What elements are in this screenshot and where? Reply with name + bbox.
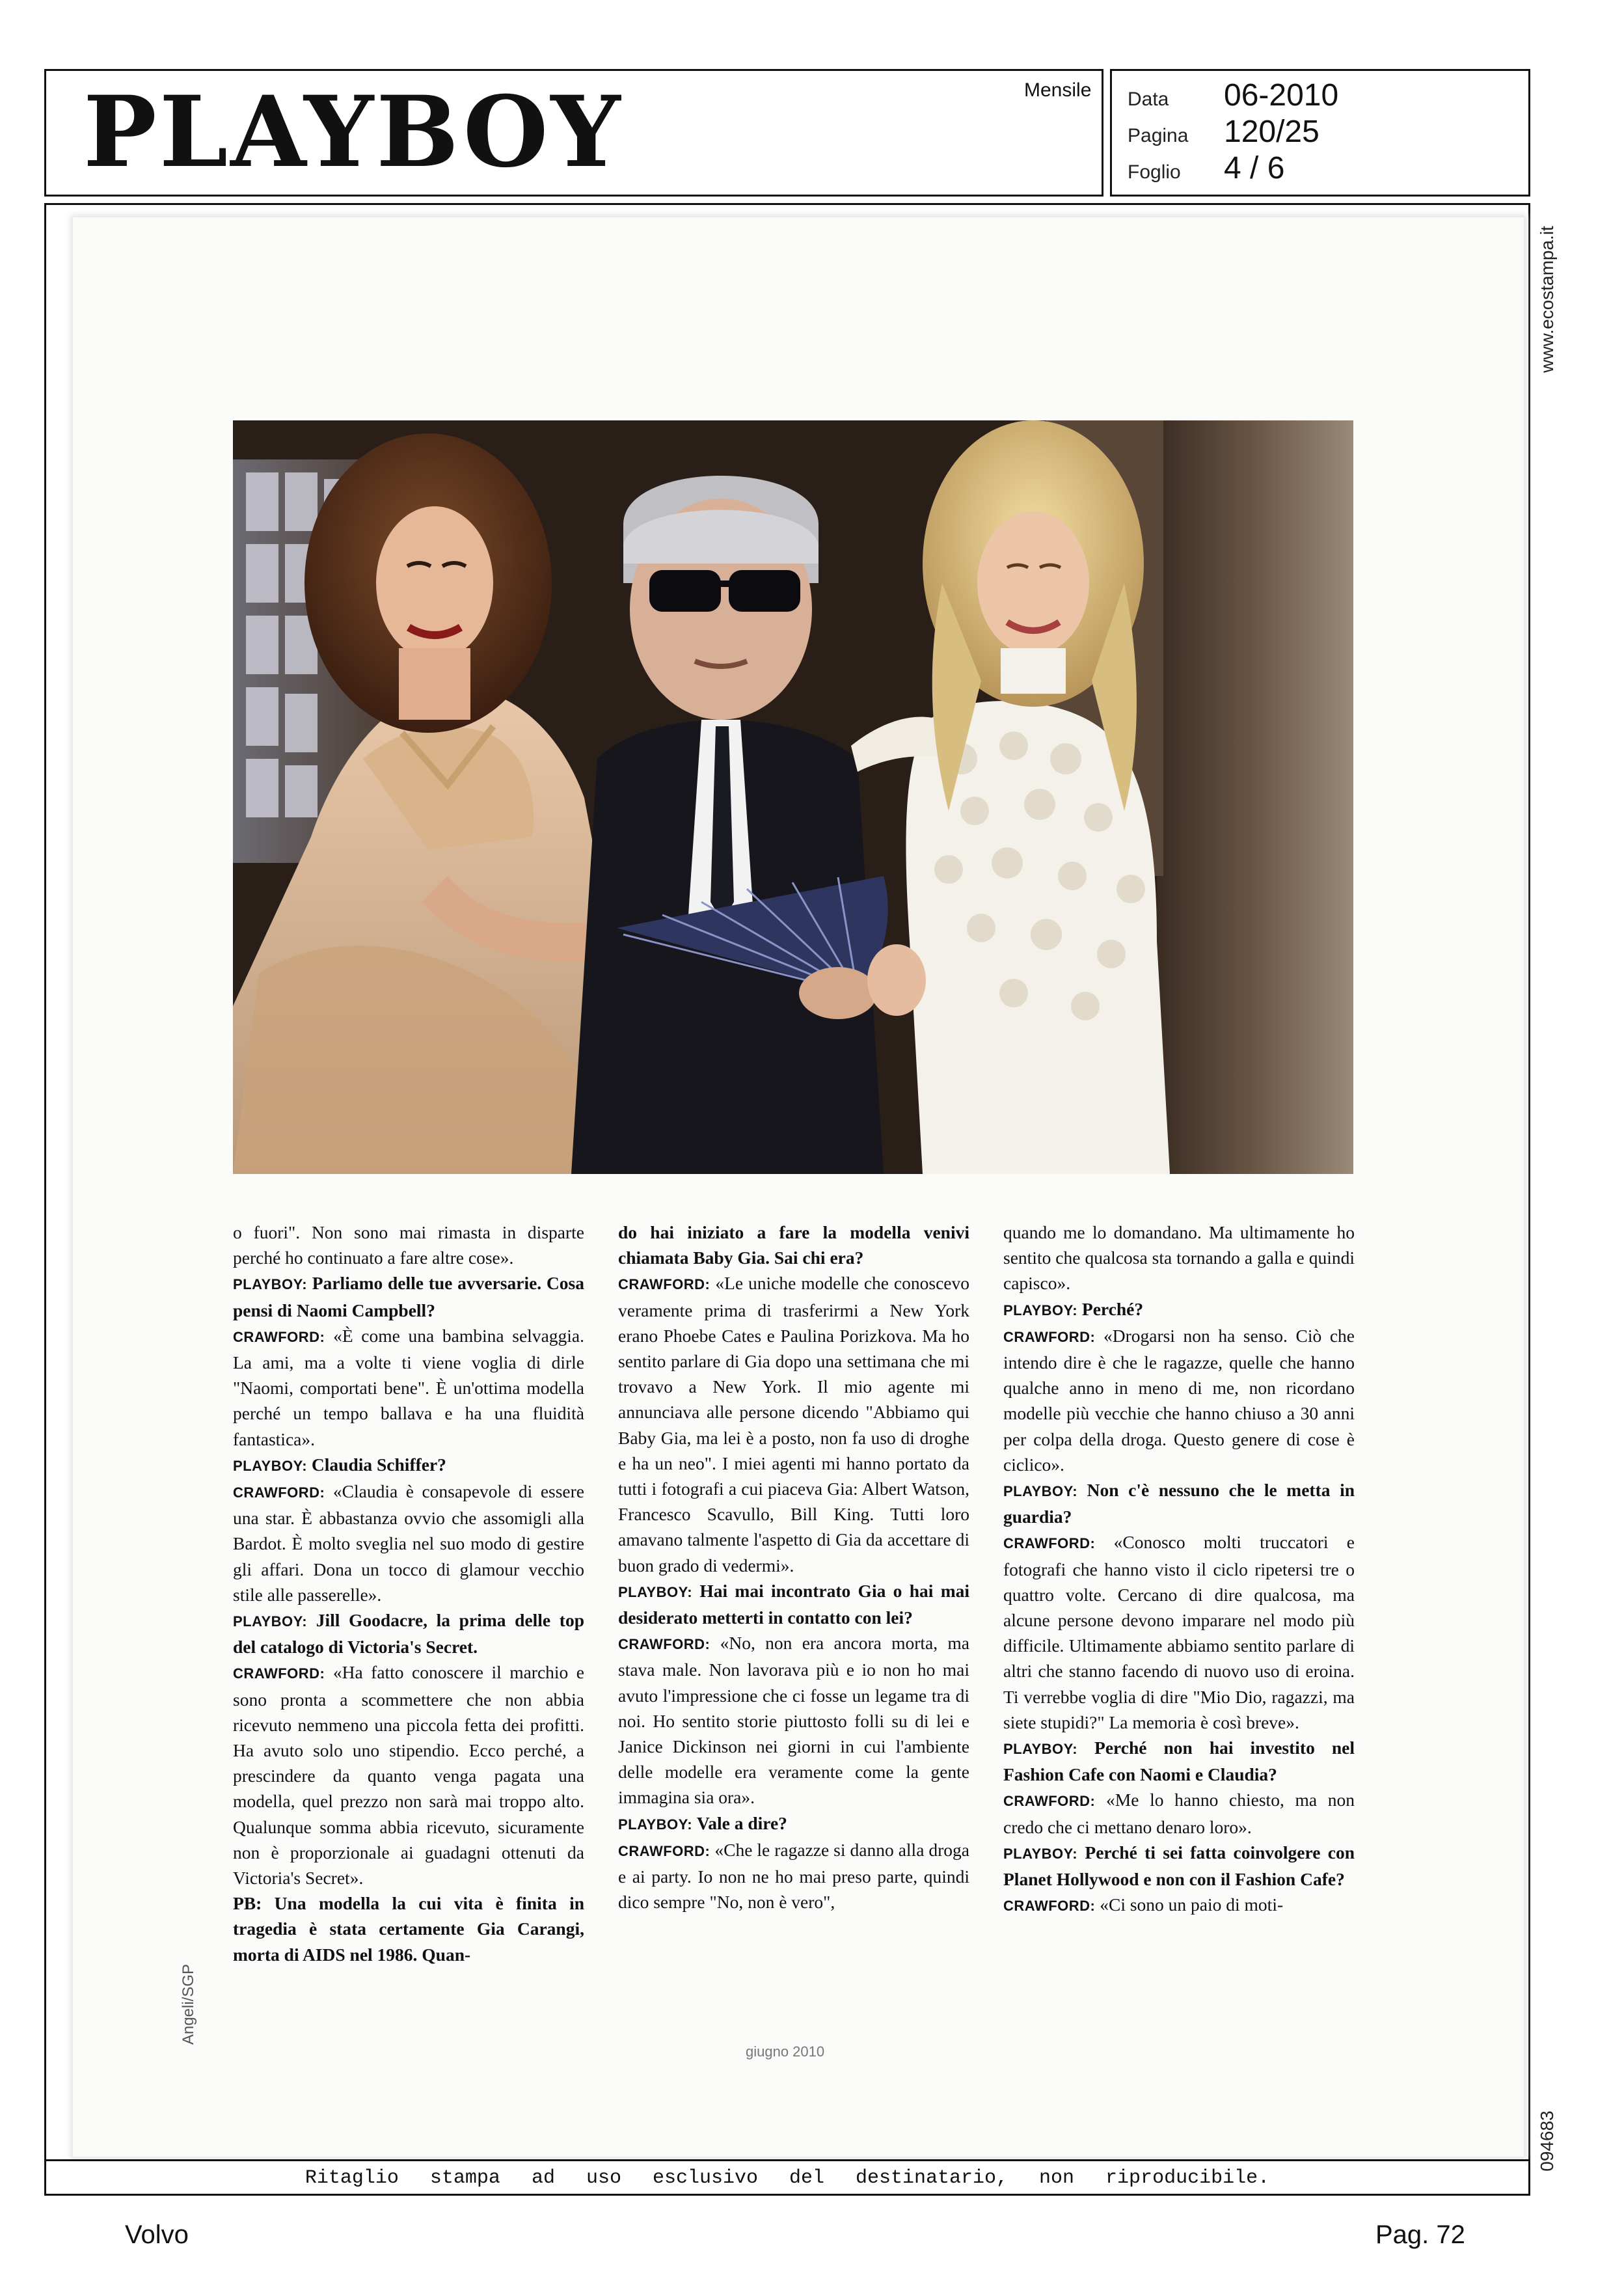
- article-paragraph: [1003, 1529, 1355, 1735]
- article-paragraph: [1003, 1735, 1355, 1787]
- question-text: Perché?: [1081, 1298, 1144, 1319]
- answer-text: «Che le ragazze si danno alla droga e ai party. Io non ne ho mai preso parte, quindi dico sempre "No, non è vero",: [618, 1839, 970, 1913]
- article-paragraph: [233, 1323, 584, 1452]
- clipping-notice: Ritaglio stampa ad uso esclusivo del destinatario, non riproducibile.: [44, 2159, 1530, 2196]
- article-paragraph: [233, 1270, 584, 1322]
- article-column-2: [618, 1220, 969, 1915]
- speaker-label: CRAWFORD:: [1003, 1328, 1096, 1345]
- article-paragraph: [1003, 1840, 1355, 1892]
- photo-illustration: [233, 420, 1353, 1174]
- side-url-text: www.ecostampa.it: [1537, 226, 1557, 373]
- page-folio: giugno 2010: [746, 2043, 825, 2060]
- speaker-label: CRAWFORD:: [233, 1665, 325, 1682]
- question-text: Non c'è nessuno che le metta in guardia?: [1003, 1480, 1355, 1527]
- speaker-label: CRAWFORD:: [618, 1636, 710, 1653]
- frequency-label: Mensile: [1024, 79, 1092, 101]
- article-paragraph: [618, 1630, 969, 1810]
- data-value: 06-2010: [1224, 78, 1339, 113]
- answer-text: «Ha fatto conoscere il marchio e sono pronta a scommettere che non abbia ricevuto nemmeno una piccola fetta dei profitti. Ha avuto solo uno stipendio. Ecco perché, a prescindere da quanto venga pagata una modella, quel prezzo non sarà mai troppo alto. Qualunque somma abbia ricevuto, sicuramente non è proporzionale ai guadagni ottenuti da Victoria's Secret».: [233, 1662, 584, 1889]
- question-text: Claudia Schiffer?: [311, 1454, 446, 1475]
- speaker-label: PLAYBOY:: [618, 1583, 693, 1600]
- speaker-label: PLAYBOY:: [1003, 1483, 1078, 1500]
- answer-text: «È come una bambina selvaggia. La ami, ma a volte ti viene voglia di dirle "Naomi, comportati bene". È un'ottima modella perché un tempo ballava e ha una fluidità fantastica».: [233, 1325, 584, 1449]
- speaker-label: CRAWFORD:: [618, 1842, 710, 1859]
- info-row-data: [1128, 77, 1338, 113]
- photo-credit-text: Angeli/SGP: [180, 1963, 197, 2045]
- speaker-label: PLAYBOY:: [1003, 1741, 1078, 1758]
- speaker-label: PLAYBOY:: [233, 1613, 308, 1630]
- article-paragraph: [618, 1220, 969, 1270]
- article-paragraph: [233, 1890, 584, 1967]
- answer-text: «Le uniche modelle che conoscevo veramente prima di trasferirmi a New York erano Phoebe Cates e Paulina Porizkova. Ma ho sentito parlare di Gia dopo una settimana che mi trovavo a New York. Il mio agente mi annunciava alle persone dicendo "Abbiamo qui Baby Gia, ma lei è a posto, non fa uso di droghe e ha un neo". I miei agenti mi hanno portato da tutti i fotografi a cui piaceva Gia: Albert Watson, Francesco Scavullo, Bill King. Tutti loro amavano talmente l'aspetto di Gia da accettare di buon grado di vedermi».: [618, 1273, 969, 1576]
- question-text: do hai iniziato a fare la modella venivi chiamata Baby Gia. Sai chi era?: [618, 1222, 969, 1268]
- answer-text: «Ci sono un paio di moti-: [1100, 1894, 1284, 1915]
- speaker-label: PLAYBOY:: [1003, 1845, 1078, 1862]
- data-label: Data: [1128, 89, 1169, 110]
- speaker-label: PLAYBOY:: [618, 1816, 693, 1833]
- article-paragraph: [1003, 1296, 1355, 1323]
- article-paragraph: [233, 1452, 584, 1479]
- answer-text: «Drogarsi non ha senso. Ciò che intendo dire è che le ragazze, quelle che hanno qualche anno in meno di me, non ricordano modelle più vecchie che hanno chiuso a 30 anni per colpa della droga. Questo genere di cose è ciclico».: [1003, 1325, 1355, 1475]
- article-paragraph: [1003, 1220, 1355, 1296]
- speaker-label: CRAWFORD:: [1003, 1898, 1096, 1915]
- page-number: Pag. 72: [1375, 2220, 1465, 2249]
- speaker-label: PLAYBOY:: [233, 1457, 308, 1474]
- pagina-value: 120/25: [1224, 115, 1320, 149]
- article-paragraph: [233, 1607, 584, 1659]
- question-text: Vale a dire?: [696, 1812, 787, 1833]
- answer-text: «Me lo hanno chiesto, ma non credo che ci mettano denaro loro».: [1003, 1790, 1355, 1837]
- masthead-logo: PLAYBOY: [83, 75, 623, 189]
- answer-text: quando me lo domandano. Ma ultimamente ho sentito che qualcosa sta tornando a galla e quindi capisco».: [1003, 1222, 1355, 1294]
- question-text: PB: Una modella la cui vita è finita in tragedia è stata certamente Gia Carangi, morta di AIDS nel 1986. Quan-: [233, 1893, 584, 1965]
- client-name: Volvo: [125, 2220, 189, 2249]
- question-text: Perché non hai investito nel Fashion Cafe con Naomi e Claudia?: [1003, 1738, 1355, 1785]
- speaker-label: CRAWFORD:: [233, 1328, 325, 1345]
- article-photo: [233, 420, 1353, 1174]
- answer-text: «No, non era ancora morta, ma stava male. Non lavorava più e io non ho mai avuto l'impressione che ci fosse un legame tra di noi. Ho sentito storie piuttosto folli su di lei e Janice Dickinson nei giorni in cui l'ambiente delle modelle era veramente come la gente immagina sia ora».: [618, 1633, 969, 1808]
- speaker-label: CRAWFORD:: [1003, 1793, 1096, 1810]
- speaker-label: PLAYBOY:: [233, 1276, 308, 1293]
- article-paragraph: [1003, 1323, 1355, 1477]
- answer-text: «Claudia è consapevole di essere una star. È abbastanza ovvio che assomigli alla Bardot. È molto sveglia nel suo modo di gestire gli affari. Dona un tocco di glamour vecchio stile alle passerelle».: [233, 1481, 584, 1605]
- question-text: Perché ti sei fatta coinvolgere con Planet Hollywood e non con il Fashion Cafe?: [1003, 1842, 1355, 1890]
- speaker-label: CRAWFORD:: [618, 1276, 710, 1293]
- info-row-pagina: [1128, 114, 1320, 150]
- answer-text: o fuori". Non sono mai rimasta in disparte perché ho continuato a fare altre cose».: [233, 1222, 584, 1268]
- side-url: [1534, 215, 1560, 384]
- side-code: [1534, 2092, 1560, 2190]
- foglio-value: 4 / 6: [1224, 151, 1285, 185]
- article-paragraph: [1003, 1892, 1355, 1918]
- article-paragraph: [1003, 1477, 1355, 1529]
- answer-text: «Conosco molti truccatori e fotografi che hanno visto il ciclo ripetersi tre o quattro volte. Cercano di dire qualcosa, ma alcune persone devono imparare nel modo più difficile. Ultimamente abbiamo sentito parlare di altri che stanno facendo di nuovo uso di eroina. Ti verrebbe voglia di dire "Mio Dio, ragazzi, ma siete stupidi?" La memoria è così breve».: [1003, 1532, 1355, 1732]
- article-column-3: [1003, 1220, 1355, 1918]
- article-column-1: [233, 1220, 584, 1967]
- pagina-label: Pagina: [1128, 125, 1189, 146]
- article-paragraph: [233, 1220, 584, 1270]
- foglio-label: Foglio: [1128, 161, 1181, 183]
- question-text: Parliamo delle tue avversarie. Cosa pensi di Naomi Campbell?: [233, 1273, 584, 1320]
- article-paragraph: [618, 1270, 969, 1577]
- question-text: Jill Goodacre, la prima delle top del catalogo di Victoria's Secret.: [233, 1610, 585, 1658]
- info-row-foglio: [1128, 150, 1284, 186]
- article-paragraph: [618, 1837, 969, 1915]
- speaker-label: CRAWFORD:: [1003, 1535, 1096, 1552]
- article-paragraph: [1003, 1787, 1355, 1839]
- article-paragraph: [233, 1479, 584, 1607]
- clipping-info-box: [1110, 69, 1530, 197]
- photo-credit: [176, 1926, 202, 2082]
- speaker-label: CRAWFORD:: [233, 1484, 325, 1501]
- article-paragraph: [233, 1659, 584, 1890]
- article-paragraph: [618, 1810, 969, 1837]
- article-paragraph: [618, 1578, 969, 1630]
- side-code-text: 094683: [1537, 2110, 1557, 2172]
- speaker-label: PLAYBOY:: [1003, 1302, 1078, 1318]
- question-text: Hai mai incontrato Gia o hai mai desiderato metterti in contatto con lei?: [618, 1580, 969, 1628]
